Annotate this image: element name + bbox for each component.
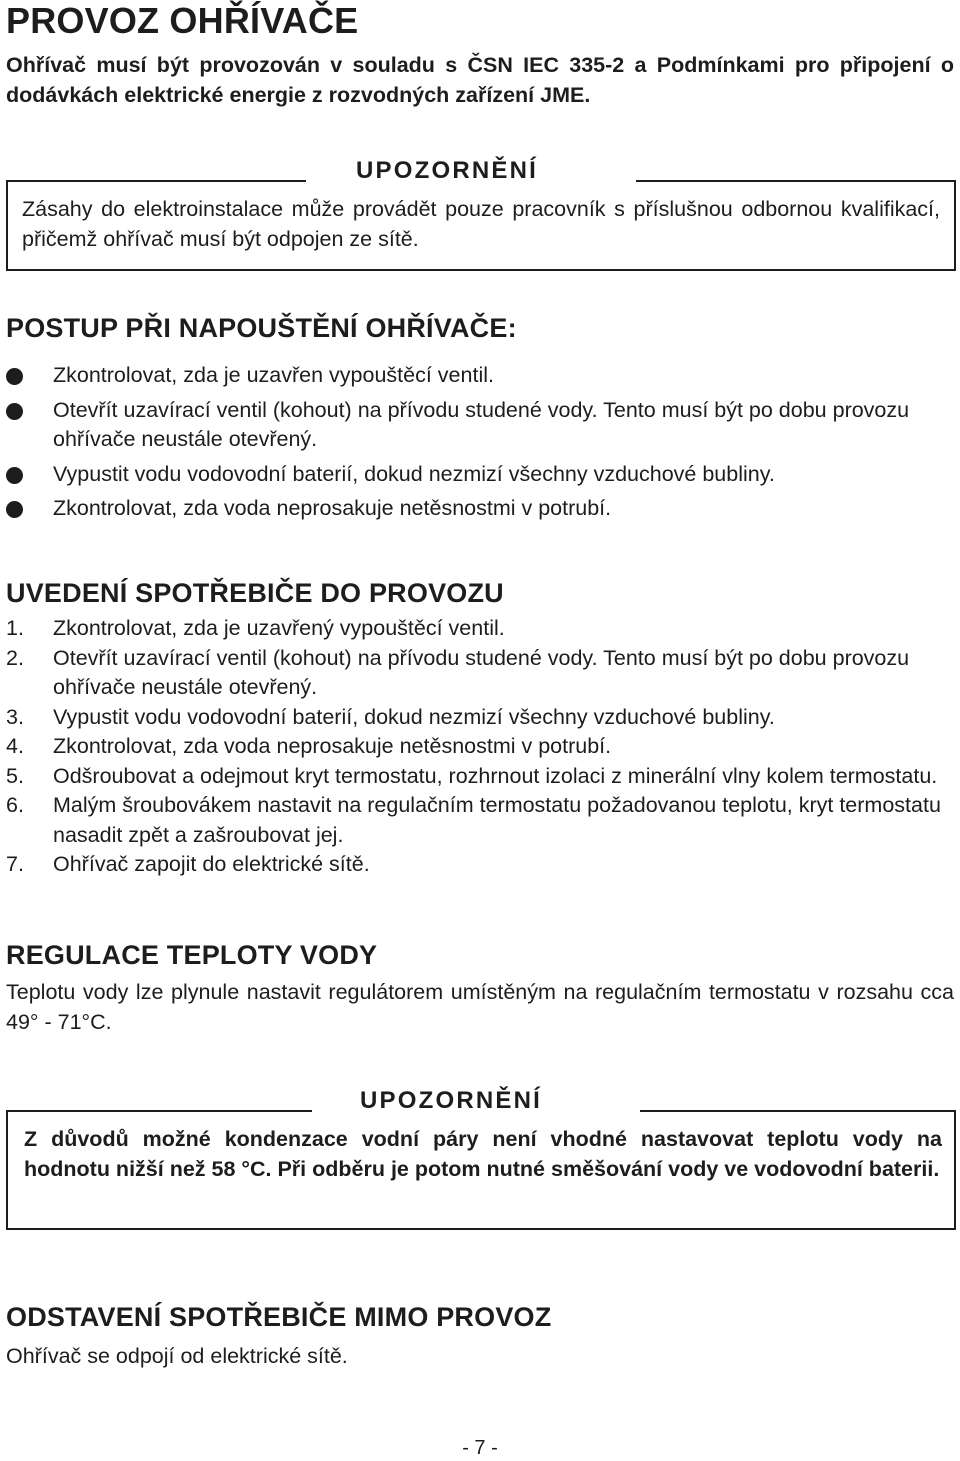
list-item: 4. Zkontrolovat, zda voda neprosakuje netěsnostmi v potrubí. (6, 734, 612, 758)
warning-2-rule-right (640, 1110, 956, 1112)
list-item: Zkontrolovat, zda voda neprosakuje netěsnostmi v potrubí. (6, 494, 956, 524)
warning-2-heading: UPOZORNĚNÍ (354, 1087, 548, 1115)
filling-list (6, 361, 956, 529)
list-item: Zkontrolovat, zda je uzavřen vypouštěcí ventil. (6, 361, 956, 391)
page-number: - 7 - (462, 1437, 498, 1459)
bullet-icon (6, 368, 23, 385)
commissioning-heading: UVEDENÍ SPOTŘEBIČE DO PROVOZU (6, 578, 504, 608)
page-title: PROVOZ OHŘÍVAČE (6, 0, 359, 41)
list-item: Otevřít uzavírací ventil (kohout) na přívodu studené vody. Tento musí být po dobu provozu ohřívače neustále otevřený. (6, 396, 956, 455)
regulation-text: Teplotu vody lze plynule nastavit regulátorem umístěným na regulačním termostatu v rozsahu cca 49° - 71°C. (6, 980, 954, 1034)
list-item: 5. Odšroubovat a odejmout kryt termostatu, rozhrnout izolaci z minerální vlny kolem termostatu. (6, 763, 938, 788)
list-item: 2. Otevřít uzavírací ventil (kohout) na přívodu studené vody. Tento musí být po dobu provozu ohřívače neustále otevřený. (6, 645, 910, 699)
bullet-icon (6, 501, 23, 518)
shutdown-heading: ODSTAVENÍ SPOTŘEBIČE MIMO PROVOZ (6, 1302, 552, 1332)
intro-paragraph: Ohřívač musí být provozován v souladu s ČSN IEC 335-2 a Podmínkami pro připojení o dodávkách elektrické energie z rozvodných zařízení JME. (6, 53, 954, 107)
warning-1-rule-left (6, 180, 306, 182)
warning-2-rule-left (6, 1110, 312, 1112)
warning-1-text: Zásahy do elektroinstalace může provádět pouze pracovník s příslušnou odbornou kvalifikací, přičemž ohřívač musí být odpojen ze sítě. (22, 197, 940, 251)
list-item: Vypustit vodu vodovodní baterií, dokud nezmizí všechny vzduchové bubliny. (6, 460, 956, 490)
warning-2-text: Z důvodů možné kondenzace vodní páry není vhodné nastavovat teplotu vody na hodnotu nižší než 58 °C. Při odběru je potom nutné směšování vody ve vodovodní baterii. (24, 1127, 942, 1181)
list-item: 3. Vypustit vodu vodovodní baterií, dokud nezmizí všechny vzduchové bubliny. (6, 704, 775, 729)
bullet-icon (6, 467, 23, 484)
warning-1-heading: UPOZORNĚNÍ (350, 157, 544, 185)
bullet-icon (6, 403, 23, 420)
list-item: 7. Ohřívač zapojit do elektrické sítě. (6, 852, 370, 876)
regulation-heading: REGULACE TEPLOTY VODY (6, 940, 378, 970)
warning-1-rule-right (636, 180, 956, 182)
list-item: 6. Malým šroubovákem nastavit na regulačním termostatu požadovanou teplotu, kryt termostatu nasadit zpět a zašroubovat jej. (6, 793, 941, 847)
list-item: 1. Zkontrolovat, zda je uzavřený vypouštěcí ventil. (6, 616, 505, 640)
shutdown-text: Ohřívač se odpojí od elektrické sítě. (6, 1344, 348, 1368)
commissioning-list (6, 614, 956, 880)
filling-heading: POSTUP PŘI NAPOUŠTĚNÍ OHŘÍVAČE: (6, 313, 517, 343)
